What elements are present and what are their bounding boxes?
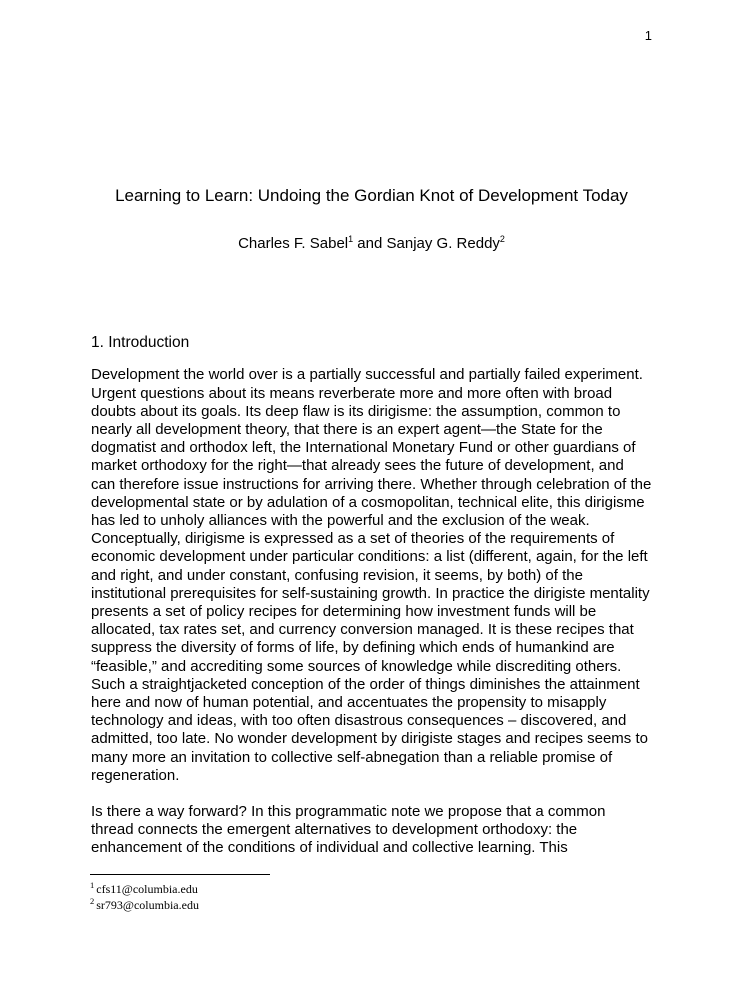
author-2-name: Sanjay G. Reddy	[386, 235, 500, 253]
intro-paragraph-1: Development the world over is a partially successful and partially failed experiment. Urgent questions about its means reverberate more and more often with broad doubts about its goals. Its deep flaw is its dirigisme: the assumption, common to nearly all development theory, that there is an expert agent—the State for the dogmatist and orthodox left, the International Monetary Fund or other guardians of market orthodoxy for the right—that already sees the future of development, and can therefore issue instructions for arriving there. Whether through celebration of the developmental state or by adulation of a cosmopolitan, technical elite, this dirigisme has led to unholy alliances with the powerful and the exclusion of the weak. Conceptually, dirigisme is expressed as a set of theories of the requirements of economic development under particular conditions: a list (different, again, for the left and right, and under constant, confusing revision, it seems, by both) of the institutional prerequisites for self-sustaining growth. In practice the dirigiste mentality presents a set of policy recipes for determining how investment funds will be allocated, tax rates set, and currency conversion managed. It is these recipes that suppress the diversity of forms of life, by defining which ends of humankind are “feasible,” and accrediting some sources of knowledge while discrediting others. Such a straightjacketed conception of the order of things diminishes the attainment here and now of human potential, and accentuates the propensity to misapply technology and ideas, with too often disastrous consequences – discovered, and admitted, too late. No wonder development by dirigiste stages and recipes seems to many more an invitation to collective self-abnegation than a reliable promise of regeneration.	[91, 366, 652, 784]
paper-title: Learning to Learn: Undoing the Gordian Knot of Development Today	[115, 186, 628, 205]
author-1-footnote-ref: 1	[348, 234, 354, 245]
footnote-2	[90, 895, 270, 914]
footnotes-section	[90, 874, 270, 913]
section-heading-introduction: 1. Introduction	[91, 334, 190, 352]
footnote-separator-rule	[90, 874, 270, 875]
intro-paragraph-2: Is there a way forward? In this programmatic note we propose that a common thread connects the emergent alternatives to development orthodoxy: the enhancement of the conditions of individual and collective learning. This	[91, 803, 606, 857]
page-number: 1	[644, 28, 652, 43]
footnote-1-text: cfs11@columbia.edu	[96, 882, 198, 896]
author-1-name: Charles F. Sabel	[238, 235, 349, 253]
author-2-footnote-ref: 2	[499, 234, 505, 245]
footnote-2-text: sr793@columbia.edu	[96, 897, 199, 912]
footnote-1	[90, 882, 270, 898]
authors-line	[91, 235, 652, 252]
footnote-2-marker: 2	[90, 895, 95, 906]
footnote-1-marker: 1	[90, 880, 95, 890]
authors-separator: and	[353, 235, 387, 253]
